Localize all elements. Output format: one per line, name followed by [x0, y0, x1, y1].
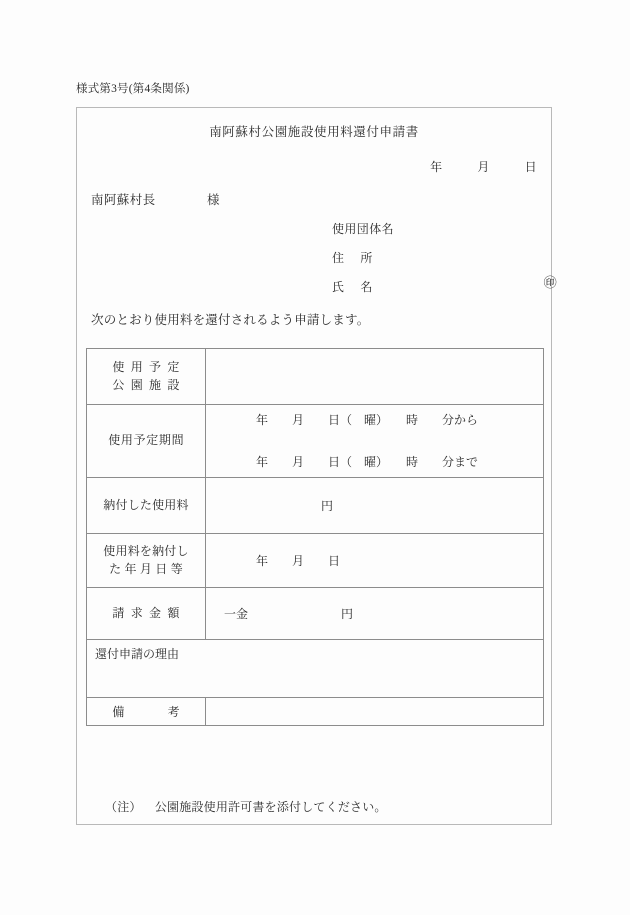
row-reason[interactable]: [87, 640, 544, 698]
date-year-label: 年: [430, 160, 443, 174]
row-label-facility-line2: 公園施設: [112, 377, 180, 392]
applicant-name-row: [332, 275, 557, 307]
row-label-payment-date: [87, 534, 206, 588]
applicant-address-label: 住所: [332, 251, 373, 265]
document-frame: [76, 107, 557, 825]
row-value-claim-amount[interactable]: [206, 588, 544, 640]
row-label-period-line1: 使用予定期間: [108, 433, 184, 448]
row-value-facility[interactable]: [206, 349, 544, 405]
seal-stamp-icon: ㊞: [543, 275, 557, 290]
claim-amount-prefix: 一金: [224, 606, 249, 621]
application-statement: 次のとおり使用料を還付されるよう申請します。: [91, 313, 370, 327]
table-row: [87, 588, 544, 640]
page-title: 南阿蘇村公園施設使用料還付申請書: [209, 125, 419, 139]
date-month-label: 月: [477, 160, 490, 174]
table-row: [87, 640, 544, 698]
row-label-paid-fee: [87, 478, 206, 534]
addressee-honorific: 様: [207, 193, 220, 207]
table-row: [87, 478, 544, 534]
row-label-paid-fee-line1: 納付した使用料: [103, 497, 189, 512]
date-line: [430, 158, 537, 175]
addressee-recipient: 南阿蘇村長: [91, 193, 156, 207]
row-label-facility: [87, 349, 206, 405]
row-label-period: [87, 405, 206, 478]
footnote-tag: （注）: [105, 800, 142, 814]
row-label-remarks-line1: 備考: [112, 705, 180, 719]
row-label-payment-date-line2: た 年 月 日 等: [109, 561, 183, 576]
payment-date-line: 年 月 日: [256, 553, 341, 568]
row-label-remarks: [87, 698, 206, 726]
table-row: [87, 349, 544, 405]
applicant-group-name-label: 使用団体名: [332, 222, 395, 236]
date-day-label: 日: [524, 160, 537, 174]
row-value-period[interactable]: [206, 405, 544, 478]
period-end-line: 年 月 日（ 曜） 時 分まで: [256, 455, 479, 469]
row-value-payment-date[interactable]: [206, 534, 544, 588]
row-value-paid-fee[interactable]: [206, 478, 544, 534]
claim-amount-unit: 円: [341, 606, 354, 621]
paid-fee-unit: 円: [321, 498, 334, 513]
row-value-remarks[interactable]: [206, 698, 544, 726]
application-table: [86, 348, 544, 726]
row-label-claim-amount-line1: 請求金額: [112, 605, 180, 620]
addressee: [91, 190, 220, 208]
claim-amount-line: [216, 605, 533, 623]
period-start-line: 年 月 日（ 曜） 時 分から: [256, 413, 479, 427]
row-label-payment-date-line1: 使用料を納付し: [103, 544, 189, 559]
row-label-reason: 還付申請の理由: [95, 647, 180, 661]
applicant-block: [332, 220, 557, 307]
footnote-text: 公園施設使用許可書を添付してください。: [154, 800, 387, 814]
form-number: 様式第3号(第4条関係): [76, 83, 190, 95]
applicant-address-row: [332, 249, 542, 278]
applicant-name-label: 氏名: [332, 280, 373, 294]
table-row: [87, 698, 544, 726]
table-row: [87, 405, 544, 478]
applicant-group-name-row: [332, 220, 542, 249]
row-label-facility-line1: 使用予定: [112, 360, 180, 375]
row-label-claim-amount: [87, 588, 206, 640]
table-row: [87, 534, 544, 588]
footnote: [105, 798, 387, 815]
